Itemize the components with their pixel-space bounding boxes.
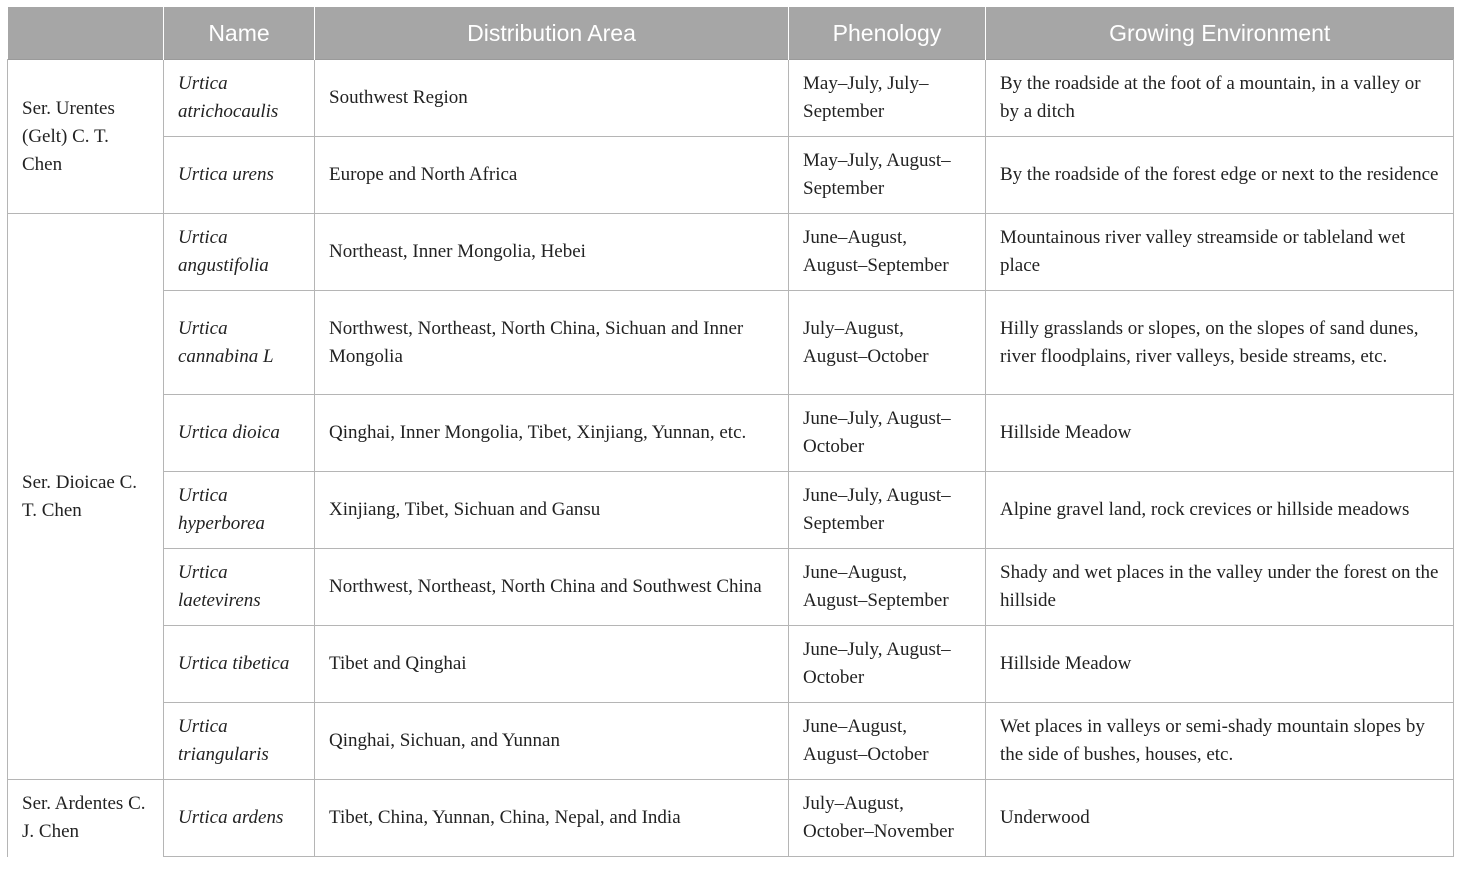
table-row (8, 780, 1454, 857)
species-name-cell: Urtica cannabina L (164, 291, 315, 395)
species-name-cell: Urtica dioica (164, 395, 315, 472)
species-name-cell: Urtica hyperborea (164, 472, 315, 549)
phenology-cell: June–August, August–September (789, 214, 986, 291)
header-series (8, 7, 164, 60)
table-row (8, 703, 1454, 780)
table-row (8, 137, 1454, 214)
species-table-container (7, 7, 1453, 857)
distribution-cell: Xinjiang, Tibet, Sichuan and Gansu (315, 472, 789, 549)
phenology-cell: July–August, October–November (789, 780, 986, 857)
environment-cell: Hillside Meadow (986, 626, 1454, 703)
distribution-cell: Qinghai, Sichuan, and Yunnan (315, 703, 789, 780)
phenology-cell: June–July, August–September (789, 472, 986, 549)
species-name-cell: Urtica laetevirens (164, 549, 315, 626)
environment-cell: Underwood (986, 780, 1454, 857)
environment-cell: By the roadside of the forest edge or next to the residence (986, 137, 1454, 214)
header-name: Name (164, 7, 315, 60)
distribution-cell: Northwest, Northeast, North China, Sichuan and Inner Mongolia (315, 291, 789, 395)
species-name-cell: Urtica tibetica (164, 626, 315, 703)
distribution-cell: Europe and North Africa (315, 137, 789, 214)
urtica-species-table (7, 7, 1454, 857)
phenology-cell: May–July, August–September (789, 137, 986, 214)
table-row (8, 291, 1454, 395)
species-name-cell: Urtica triangularis (164, 703, 315, 780)
header-distribution-area: Distribution Area (315, 7, 789, 60)
phenology-cell: June–August, August–September (789, 549, 986, 626)
environment-cell: Hilly grasslands or slopes, on the slopes of sand dunes, river floodplains, river valleys, beside streams, etc. (986, 291, 1454, 395)
distribution-cell: Northeast, Inner Mongolia, Hebei (315, 214, 789, 291)
distribution-cell: Qinghai, Inner Mongolia, Tibet, Xinjiang, Yunnan, etc. (315, 395, 789, 472)
table-row (8, 60, 1454, 137)
phenology-cell: July–August, August–October (789, 291, 986, 395)
table-row (8, 214, 1454, 291)
table-row (8, 626, 1454, 703)
distribution-cell: Tibet, China, Yunnan, China, Nepal, and India (315, 780, 789, 857)
series-cell: Ser. Ardentes C. J. Chen (8, 780, 164, 857)
table-row (8, 549, 1454, 626)
distribution-cell: Tibet and Qinghai (315, 626, 789, 703)
header-phenology: Phenology (789, 7, 986, 60)
species-name-cell: Urtica ardens (164, 780, 315, 857)
environment-cell: Mountainous river valley streamside or tableland wet place (986, 214, 1454, 291)
species-name-cell: Urtica angustifolia (164, 214, 315, 291)
species-name-cell: Urtica atrichocaulis (164, 60, 315, 137)
environment-cell: By the roadside at the foot of a mountain, in a valley or by a ditch (986, 60, 1454, 137)
series-cell: Ser. Urentes (Gelt) C. T. Chen (8, 60, 164, 214)
environment-cell: Alpine gravel land, rock crevices or hillside meadows (986, 472, 1454, 549)
environment-cell: Wet places in valleys or semi-shady mountain slopes by the side of bushes, houses, etc. (986, 703, 1454, 780)
series-cell: Ser. Dioicae C. T. Chen (8, 214, 164, 780)
phenology-cell: June–August, August–October (789, 703, 986, 780)
environment-cell: Shady and wet places in the valley under the forest on the hillside (986, 549, 1454, 626)
phenology-cell: June–July, August–October (789, 395, 986, 472)
species-name-cell: Urtica urens (164, 137, 315, 214)
phenology-cell: June–July, August–October (789, 626, 986, 703)
phenology-cell: May–July, July–September (789, 60, 986, 137)
distribution-cell: Southwest Region (315, 60, 789, 137)
header-row (8, 7, 1454, 60)
table-row (8, 395, 1454, 472)
environment-cell: Hillside Meadow (986, 395, 1454, 472)
distribution-cell: Northwest, Northeast, North China and Southwest China (315, 549, 789, 626)
header-growing-environment: Growing Environment (986, 7, 1454, 60)
table-row (8, 472, 1454, 549)
